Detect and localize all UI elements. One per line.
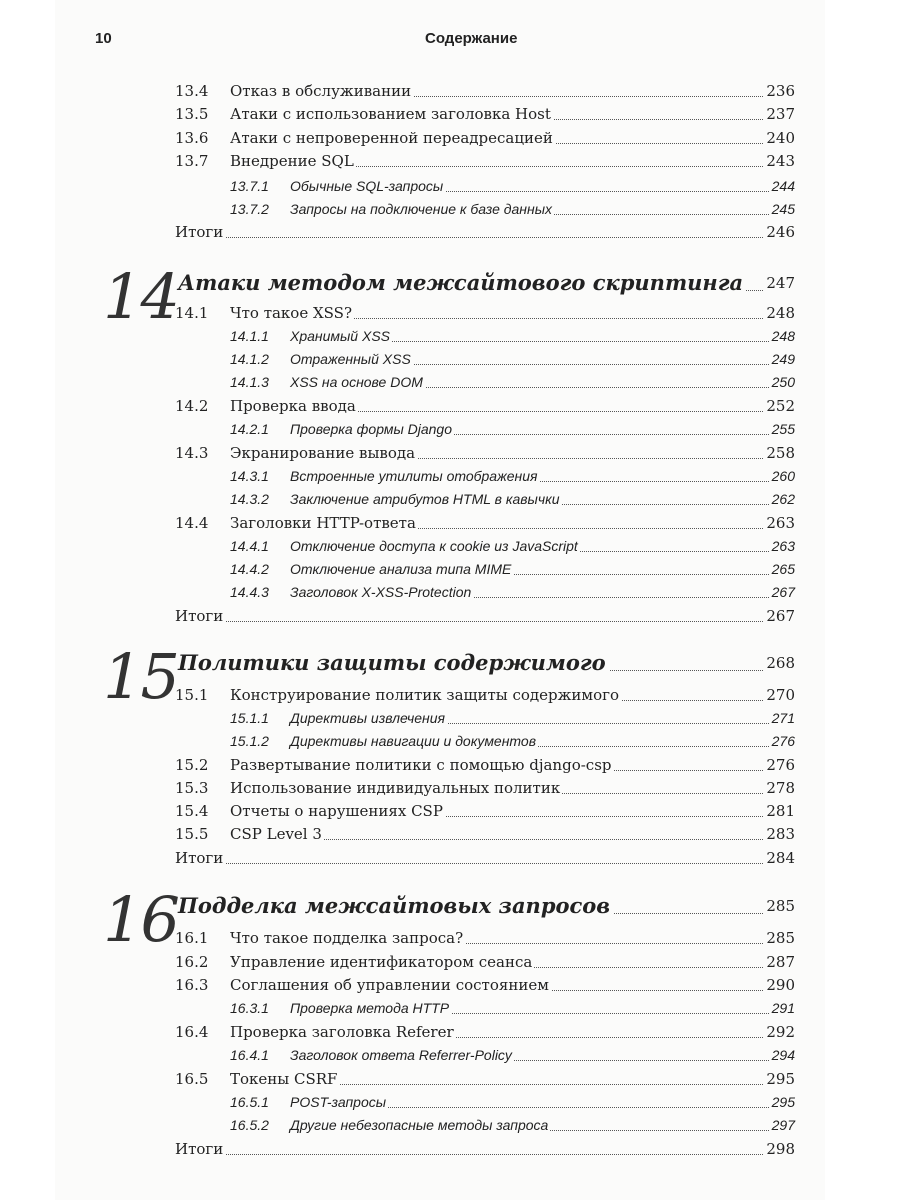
section-title: Хранимый XSS — [290, 325, 392, 347]
toc-section-row[interactable] — [175, 442, 795, 464]
section-number: 13.7 — [175, 152, 209, 170]
toc-subsection-row[interactable] — [175, 558, 795, 580]
section-number: 14.4 — [175, 514, 209, 532]
page-ref: 295 — [770, 1091, 795, 1113]
section-number: 16.1 — [175, 929, 209, 947]
page-ref: 298 — [766, 1140, 795, 1158]
section-title: Развертывание политики с помощью django-csp — [230, 756, 612, 774]
toc-subsection-row[interactable] — [175, 465, 795, 487]
section-title: Заголовок ответа Referrer-Policy — [290, 1044, 514, 1066]
section-number: 15.5 — [175, 825, 209, 843]
section-number: 14.1 — [175, 304, 209, 322]
section-title: Другие небезопасные методы запроса — [290, 1114, 550, 1136]
page-ref: 290 — [766, 976, 795, 994]
section-title: Атаки с использованием заголовка Host — [230, 105, 551, 123]
toc-subsection-row[interactable] — [175, 1091, 795, 1113]
section-number: 15.1.1 — [230, 710, 269, 726]
page-ref: 258 — [766, 444, 795, 462]
page-ref: 265 — [770, 558, 795, 580]
section-title: Экранирование вывода — [230, 444, 416, 462]
page-ref: 255 — [770, 418, 795, 440]
page-ref: 267 — [766, 607, 795, 625]
section-title: Отказ в обслуживании — [230, 82, 412, 100]
page-ref: 268 — [766, 654, 795, 672]
dot-leader — [175, 1154, 795, 1155]
section-title: POST-запросы — [290, 1091, 388, 1113]
page-ref: 283 — [766, 825, 795, 843]
section-title: Итоги — [175, 607, 224, 625]
page-ref: 297 — [770, 1114, 795, 1136]
page-ref: 249 — [770, 348, 795, 370]
section-title: Атаки с непроверенной переадресацией — [230, 129, 553, 147]
section-title: Заключение атрибутов HTML в кавычки — [290, 488, 562, 510]
section-number: 16.5.2 — [230, 1117, 269, 1133]
section-title: Токены CSRF — [230, 1070, 338, 1088]
section-title: Отключение анализа типа MIME — [290, 558, 513, 580]
toc-section-row[interactable] — [175, 1021, 795, 1043]
page-ref: 287 — [766, 953, 795, 971]
page-ref: 245 — [770, 198, 795, 220]
section-number: 16.3.1 — [230, 1000, 269, 1016]
section-number: 16.5.1 — [230, 1094, 269, 1110]
section-number: 16.2 — [175, 953, 209, 971]
toc-section-row[interactable] — [175, 395, 795, 417]
header-title: Содержание — [425, 30, 518, 47]
page-ref: 295 — [766, 1070, 795, 1088]
dot-leader — [175, 621, 795, 622]
section-title: Отключение доступа к cookie из JavaScript — [290, 535, 580, 557]
chapter-title: Подделка межсайтовых запросов — [178, 893, 613, 919]
section-title: Проверка формы Django — [290, 418, 454, 440]
section-title: Внедрение SQL — [230, 152, 354, 170]
toc-section-row[interactable] — [175, 684, 795, 706]
section-number: 15.1 — [175, 686, 209, 704]
toc-chapter-row[interactable] — [178, 893, 795, 919]
section-title: Директивы извлечения — [290, 707, 447, 729]
toc-summary-row[interactable] — [175, 221, 795, 243]
toc-subsection-row[interactable] — [175, 198, 795, 220]
toc-subsection-row[interactable] — [175, 707, 795, 729]
section-title: Встроенные утилиты отображения — [290, 465, 539, 487]
section-title: Проверка ввода — [230, 397, 356, 415]
section-title: Заголовок X-XSS-Protection — [290, 581, 473, 603]
page-ref: 292 — [766, 1023, 795, 1041]
section-number: 16.3 — [175, 976, 209, 994]
chapter-number: 14 — [103, 260, 178, 333]
section-title: Обычные SQL-запросы — [290, 175, 445, 197]
section-number: 14.4.3 — [230, 584, 269, 600]
page-ref: 244 — [770, 175, 795, 197]
section-number: 14.4.1 — [230, 538, 269, 554]
toc-section-row[interactable] — [175, 927, 795, 949]
page-ref: 284 — [766, 849, 795, 867]
section-number: 15.1.2 — [230, 733, 269, 749]
page-ref: 248 — [766, 304, 795, 322]
chapter-title: Атаки методом межсайтового скриптинга — [178, 270, 746, 296]
toc-section-row[interactable] — [175, 127, 795, 149]
toc-summary-row[interactable] — [175, 1138, 795, 1160]
page-ref: 285 — [766, 929, 795, 947]
section-number: 14.1.3 — [230, 374, 269, 390]
dot-leader — [175, 237, 795, 238]
toc-section-row[interactable] — [175, 512, 795, 534]
section-number: 14.2.1 — [230, 421, 269, 437]
toc-summary-row[interactable] — [175, 605, 795, 627]
section-title: Соглашения об управлении состоянием — [230, 976, 549, 994]
toc-subsection-row[interactable] — [175, 1114, 795, 1136]
section-number: 16.4 — [175, 1023, 209, 1041]
toc-section-row[interactable] — [175, 777, 795, 799]
page-ref: 250 — [770, 371, 795, 393]
section-number: 13.4 — [175, 82, 209, 100]
toc-subsection-row[interactable] — [175, 1044, 795, 1066]
toc-subsection-row[interactable] — [175, 348, 795, 370]
chapter-number: 15 — [103, 640, 178, 713]
page-ref: 248 — [770, 325, 795, 347]
page-ref: 237 — [766, 105, 795, 123]
page-ref: 246 — [766, 223, 795, 241]
page-ref: 294 — [770, 1044, 795, 1066]
section-number: 14.3.1 — [230, 468, 269, 484]
toc-chapter-row[interactable] — [178, 650, 795, 676]
toc-section-row[interactable] — [175, 150, 795, 172]
section-title: Запросы на подключение к базе данных — [290, 198, 554, 220]
toc-section-row[interactable] — [175, 1068, 795, 1090]
section-number: 14.4.2 — [230, 561, 269, 577]
section-number: 13.6 — [175, 129, 209, 147]
page-ref: 271 — [770, 707, 795, 729]
toc-subsection-row[interactable] — [175, 325, 795, 347]
page-ref: 270 — [766, 686, 795, 704]
toc-section-row[interactable] — [175, 103, 795, 125]
page-ref: 267 — [770, 581, 795, 603]
section-number: 14.1.1 — [230, 328, 269, 344]
page-ref: 276 — [770, 730, 795, 752]
page-ref: 263 — [766, 514, 795, 532]
toc-summary-row[interactable] — [175, 847, 795, 869]
page-number: 10 — [95, 30, 112, 47]
section-title: Итоги — [175, 223, 224, 241]
page-ref: 240 — [766, 129, 795, 147]
section-number: 14.3 — [175, 444, 209, 462]
toc-subsection-row[interactable] — [175, 581, 795, 603]
page-ref: 236 — [766, 82, 795, 100]
toc-section-row[interactable] — [175, 302, 795, 324]
toc-section-row[interactable] — [175, 951, 795, 973]
section-number: 16.4.1 — [230, 1047, 269, 1063]
section-number: 15.3 — [175, 779, 209, 797]
toc-subsection-row[interactable] — [175, 175, 795, 197]
toc-subsection-row[interactable] — [175, 488, 795, 510]
toc-section-row[interactable] — [175, 80, 795, 102]
section-number: 14.2 — [175, 397, 209, 415]
section-title: Что такое XSS? — [230, 304, 352, 322]
page-ref: 281 — [766, 802, 795, 820]
section-number: 16.5 — [175, 1070, 209, 1088]
page-ref: 285 — [766, 897, 795, 915]
chapter-title: Политики защиты содержимого — [178, 650, 609, 676]
section-title: Управление идентификатором сеанса — [230, 953, 533, 971]
toc-subsection-row[interactable] — [175, 997, 795, 1019]
section-title: Отраженный XSS — [290, 348, 413, 370]
section-title: Конструирование политик защиты содержимого — [230, 686, 620, 704]
toc-chapter-row[interactable] — [178, 270, 795, 296]
section-number: 13.5 — [175, 105, 209, 123]
page-ref: 243 — [766, 152, 795, 170]
page-ref: 263 — [770, 535, 795, 557]
page-ref: 247 — [766, 274, 795, 292]
section-title: Использование индивидуальных политик — [230, 779, 561, 797]
section-number: 13.7.1 — [230, 178, 269, 194]
toc-section-row[interactable] — [175, 823, 795, 845]
toc-subsection-row[interactable] — [175, 535, 795, 557]
section-title: Заголовки HTTP-ответа — [230, 514, 416, 532]
toc-section-row[interactable] — [175, 974, 795, 996]
page-ref: 260 — [770, 465, 795, 487]
page-ref: 276 — [766, 756, 795, 774]
toc-section-row[interactable] — [175, 800, 795, 822]
section-title: Итоги — [175, 1140, 224, 1158]
section-title: XSS на основе DOM — [290, 371, 425, 393]
section-title: Проверка заголовка Referer — [230, 1023, 454, 1041]
toc-section-row[interactable] — [175, 754, 795, 776]
toc-subsection-row[interactable] — [175, 418, 795, 440]
section-number: 13.7.2 — [230, 201, 269, 217]
page-ref: 262 — [770, 488, 795, 510]
section-number: 14.3.2 — [230, 491, 269, 507]
page-ref: 291 — [770, 997, 795, 1019]
page-ref: 252 — [766, 397, 795, 415]
toc-subsection-row[interactable] — [175, 371, 795, 393]
chapter-number: 16 — [103, 883, 178, 956]
section-title: Отчеты о нарушениях CSP — [230, 802, 443, 820]
dot-leader — [175, 863, 795, 864]
page-ref: 278 — [766, 779, 795, 797]
section-number: 15.4 — [175, 802, 209, 820]
section-title: Директивы навигации и документов — [290, 730, 538, 752]
section-title: Что такое подделка запроса? — [230, 929, 464, 947]
toc-subsection-row[interactable] — [175, 730, 795, 752]
section-number: 14.1.2 — [230, 351, 269, 367]
section-title: Проверка метода HTTP — [290, 997, 451, 1019]
section-title: CSP Level 3 — [230, 825, 322, 843]
section-title: Итоги — [175, 849, 224, 867]
section-number: 15.2 — [175, 756, 209, 774]
